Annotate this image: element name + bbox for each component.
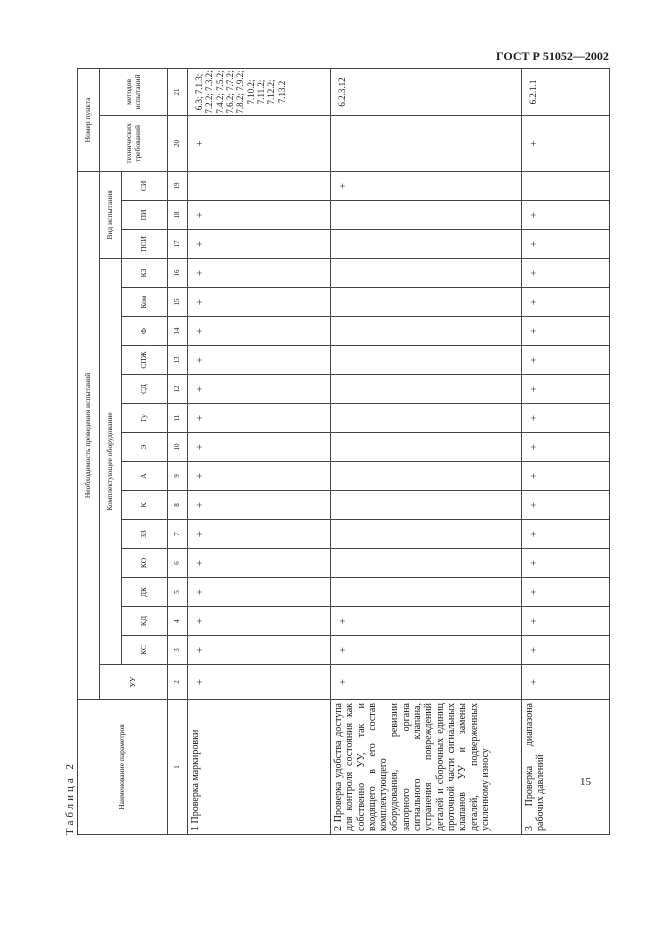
requirement-mark	[331, 433, 522, 462]
requirement-mark	[188, 171, 331, 200]
column-number: 16	[168, 259, 188, 288]
requirement-mark	[331, 520, 522, 549]
col-header-test-type: СИ	[122, 171, 168, 200]
requirement-mark: +	[522, 346, 610, 375]
column-number: 6	[168, 549, 188, 578]
requirement-mark: +	[522, 578, 610, 607]
col-header-equipment-item: Э	[122, 433, 168, 462]
col-header-test-types: Вид испытания	[100, 171, 122, 258]
requirement-mark: +	[188, 549, 331, 578]
column-number: 1	[168, 700, 188, 835]
col-header-clause-req: технических требований	[100, 115, 168, 171]
requirement-mark	[331, 259, 522, 288]
parameter-name: 2 Проверка удобства доступа для контроля состояния как собственно УУ, так и входящего в его состав комплектующего оборудования, ревизии запорного органа сигнального клапана, устранения повреждений деталей и сборочных единиц проточной части сигнальных клапанов УУ и замены деталей, подверженных усиленному износу	[331, 700, 522, 835]
requirement-mark	[331, 549, 522, 578]
requirement-mark: +	[522, 549, 610, 578]
column-number: 8	[168, 491, 188, 520]
requirement-mark	[331, 115, 522, 171]
requirement-mark: +	[522, 375, 610, 404]
requirement-mark: +	[188, 462, 331, 491]
column-number: 9	[168, 462, 188, 491]
column-number: 11	[168, 404, 188, 433]
column-number: 10	[168, 433, 188, 462]
col-header-equipment-item: Гу	[122, 404, 168, 433]
requirement-mark: +	[188, 491, 331, 520]
col-header-equipment: Комплектующее оборудование	[100, 259, 122, 665]
col-header-equipment-item: КО	[122, 549, 168, 578]
requirement-mark: +	[331, 665, 522, 700]
col-header-equipment-item: Ф	[122, 317, 168, 346]
requirement-mark: +	[522, 433, 610, 462]
table-caption: Таблица 2	[64, 760, 76, 835]
column-number: 4	[168, 607, 188, 636]
col-header-equipment-item: СПЖ	[122, 346, 168, 375]
rotated-table-block	[64, 70, 609, 835]
col-header-clause-method: методов испытаний	[100, 68, 168, 115]
requirement-mark: +	[188, 636, 331, 665]
col-header-equipment-item: К	[122, 491, 168, 520]
col-header-equipment-item: Ком	[122, 288, 168, 317]
column-number: 12	[168, 375, 188, 404]
requirement-mark: +	[188, 665, 331, 700]
col-header-equipment-item: ДК	[122, 578, 168, 607]
column-number: 20	[168, 115, 188, 171]
requirement-mark	[331, 462, 522, 491]
parameter-name: 3 Проверка диапазона рабочих давлений	[522, 700, 610, 835]
column-number: 17	[168, 230, 188, 259]
requirement-mark	[331, 317, 522, 346]
column-number: 19	[168, 171, 188, 200]
clause-req-ref: 6.3; 7.1.3; 7.2.2; 7.3.2; 7.4.2; 7.5.2; 7.6.2; 7.7.2; 7.8.2; 7.9.2; 7.10.2; 7.11.2; 7.12.2; 7.13.2	[188, 68, 331, 115]
requirement-mark	[331, 404, 522, 433]
requirement-mark: +	[188, 317, 331, 346]
clause-req-ref: 6.2.1.1	[522, 68, 610, 115]
requirement-mark	[331, 578, 522, 607]
requirement-mark: +	[188, 578, 331, 607]
requirement-mark: +	[522, 520, 610, 549]
col-header-equipment-item: ЗЗ	[122, 520, 168, 549]
column-number: 13	[168, 346, 188, 375]
column-number: 5	[168, 578, 188, 607]
requirement-mark	[522, 171, 610, 200]
requirement-mark: +	[188, 520, 331, 549]
col-header-uu: УУ	[100, 665, 168, 700]
col-header-equipment-item: КД	[122, 607, 168, 636]
requirement-mark: +	[522, 665, 610, 700]
col-header-clause: Номер пункта	[78, 68, 100, 171]
requirement-mark: +	[188, 607, 331, 636]
col-header-name: Наименование параметров	[78, 700, 168, 835]
requirement-mark: +	[188, 259, 331, 288]
requirement-mark	[331, 230, 522, 259]
requirement-mark: +	[522, 404, 610, 433]
requirement-mark: +	[188, 375, 331, 404]
column-number: 18	[168, 201, 188, 230]
requirement-mark: +	[188, 433, 331, 462]
requirement-mark	[331, 288, 522, 317]
requirement-mark: +	[522, 259, 610, 288]
col-header-test-type: ПИ	[122, 201, 168, 230]
requirement-mark: +	[522, 317, 610, 346]
col-header-equipment-item: КС	[122, 636, 168, 665]
col-header-necessity: Необходимость проведения испытаний	[78, 171, 100, 699]
requirement-mark: +	[188, 201, 331, 230]
column-number: 14	[168, 317, 188, 346]
col-header-equipment-item: КЗ	[122, 259, 168, 288]
requirement-mark: +	[522, 462, 610, 491]
requirement-mark: +	[522, 230, 610, 259]
requirement-mark	[331, 491, 522, 520]
requirement-mark: +	[522, 115, 610, 171]
requirement-mark: +	[331, 607, 522, 636]
column-number: 15	[168, 288, 188, 317]
column-number: 21	[168, 68, 188, 115]
requirement-mark: +	[188, 115, 331, 171]
requirement-mark: +	[522, 607, 610, 636]
page-number: 15	[580, 776, 591, 788]
requirement-mark	[331, 375, 522, 404]
requirement-mark	[331, 346, 522, 375]
requirement-mark: +	[522, 201, 610, 230]
clause-req-ref: 6.2.3.12	[331, 68, 522, 115]
requirement-mark: +	[522, 288, 610, 317]
requirement-mark: +	[188, 230, 331, 259]
column-number: 7	[168, 520, 188, 549]
requirement-mark: +	[522, 491, 610, 520]
standard-header: ГОСТ Р 51052—2002	[496, 49, 609, 63]
column-number: 2	[168, 665, 188, 700]
requirement-mark: +	[188, 346, 331, 375]
test-requirements-table	[77, 68, 610, 835]
requirement-mark: +	[331, 171, 522, 200]
col-header-equipment-item: СД	[122, 375, 168, 404]
requirement-mark: +	[188, 404, 331, 433]
column-number: 3	[168, 636, 188, 665]
parameter-name: 1 Проверка маркировки	[188, 700, 331, 835]
requirement-mark: +	[522, 636, 610, 665]
requirement-mark: +	[331, 636, 522, 665]
col-header-test-type: ПСИ	[122, 230, 168, 259]
requirement-mark: +	[188, 288, 331, 317]
col-header-equipment-item: А	[122, 462, 168, 491]
requirement-mark	[331, 201, 522, 230]
